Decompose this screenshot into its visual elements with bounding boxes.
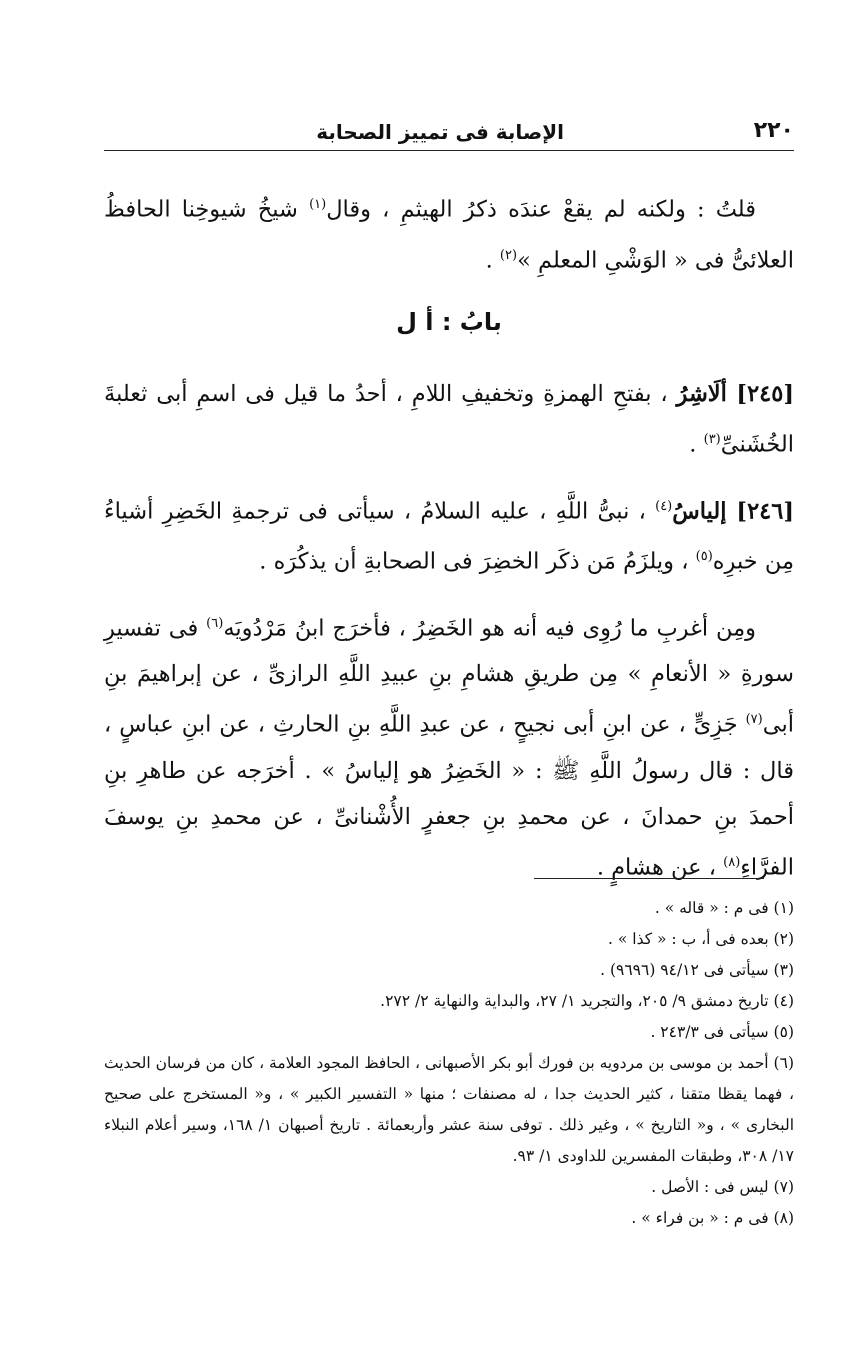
footnotes — [104, 893, 794, 1234]
footnote-3: (٣) سيأتى فى ٩٤/١٢ (٩٦٩٦) . — [600, 961, 794, 979]
entry-246 — [104, 484, 794, 585]
text-segment: ، نبىُّ اللَّهِ ، عليه السلامُ ، سيأتى فى ترجمةِ الخَضِرِ أشياءُ مِن خبرِه — [104, 498, 794, 575]
main-text — [104, 182, 794, 906]
text-segment: قلتُ : ولكنه لم يقعْ عندَه ذكرُ الهيثمِ ، وقال — [326, 196, 756, 223]
footnote-8: (٨) فى م : « بن فراء » . — [631, 1209, 794, 1227]
footnote-separator — [534, 878, 764, 879]
entry-number: [٢٤٥] — [736, 381, 794, 407]
running-header — [104, 120, 794, 151]
footnote-marker: (١) — [309, 197, 327, 212]
footnote-5: (٥) سيأتى فى ٢٤٣/٣ . — [650, 1023, 794, 1041]
footnote-marker: (٦) — [206, 615, 224, 631]
footnote-7: (٧) ليس فى : الأصل . — [651, 1178, 794, 1196]
footnote-marker: (٧) — [745, 712, 763, 727]
text-segment: ، ويلزَمُ مَن ذكَر الخضِرَ فى الصحابةِ أن يذكُرَه . — [259, 548, 696, 575]
footnote-marker: (٢) — [499, 247, 518, 263]
footnote-marker: (٣) — [703, 432, 721, 447]
text-segment: ، عن هشامٍ . — [596, 854, 724, 880]
entry-245 — [104, 371, 794, 468]
footnote-marker: (٤) — [655, 498, 673, 514]
paragraph-khidr — [104, 601, 794, 891]
text-segment: ، بفتحِ الهمزةِ وتخفيفِ اللامِ ، أحدُ ما قيل فى اسمِ أبى ثعلبةَ الخُشَنىِّ — [104, 381, 794, 458]
chapter-heading: بابُ : أ ل — [396, 308, 502, 336]
footnote-marker: (٥) — [695, 549, 713, 564]
footnote-4: (٤) تاريخ دمشق ٩/ ٢٠٥، والتجريد ١/ ٢٧، والبداية والنهاية ٢/ ٢٧٢. — [380, 992, 794, 1010]
page-number: ٢٢٠ — [753, 118, 794, 143]
text-segment: شيخُ شيوخِنا الحافظُ العلائىُّ فى « الوَشْىِ المعلمِ » — [104, 196, 794, 273]
text-segment: . — [689, 431, 704, 458]
footnote-2: (٢) بعده فى أ، ب : « كذا » . — [608, 930, 794, 948]
entry-number: [٢٤٦] — [736, 498, 794, 524]
text-segment: فى تفسيرِ سورةِ « الأنعامِ » مِن طريقِ هشامِ بنِ عبيدِ اللَّهِ الرازىِّ ، عن إبراهيمَ بنِ أبى — [104, 615, 794, 738]
text-segment: . — [485, 247, 500, 273]
footnote-1: (١) فى م : « قاله » . — [654, 899, 794, 917]
paragraph-intro — [104, 182, 794, 283]
footnote-marker: (٨) — [723, 854, 741, 870]
footnote-6: (٦) أحمد بن موسى بن مردويه بن فورك أبو بكر الأصبهانى ، الحافظ المجود العلامة ، كان من فرسان الحديث ، فهما يقظا متقنا ، كثير الحديث جدا ، له مصنفات ؛ منها « التفسير الكبير » ، و« المستخرج على صحيح البخارى » ، و« التاريخ » ، وغير ذلك . توفى سنة عشر وأربعمائة . تاريخ أصبهان ١/ ١٦٨، وسير أعلام النبلاء ١٧/ ٣٠٨، وطبقات المفسرين للداودى ١/ ٩٣. — [104, 1054, 795, 1165]
entry-name: إلياسُ — [672, 498, 737, 524]
text-segment: جَزِىٍّ ، عن ابنِ أبى نجيحٍ ، عن عبدِ اللَّهِ بنِ الحارثِ ، عن ابنِ عباسٍ ، قال : قال رسولُ اللَّهِ ﷺ : « الخَضِرُ هو إلياسُ » . أخرَجه عن طاهرِ بنِ أحمدَ بنِ حمدانَ ، عن محمدِ بنِ جعفرٍ الأُشْنانىِّ ، عن محمدِ بنِ يوسفَ الفرَّاءِ — [104, 711, 794, 880]
book-title: الإصابة فى تمييز الصحابة — [316, 120, 564, 144]
text-segment: ومِن أغربِ ما رُوِى فيه أنه هو الخَضِرُ ، فأخرَج ابنُ مَرْدُويَه — [223, 615, 757, 641]
entry-name: ألَاشِرُ — [676, 381, 737, 407]
